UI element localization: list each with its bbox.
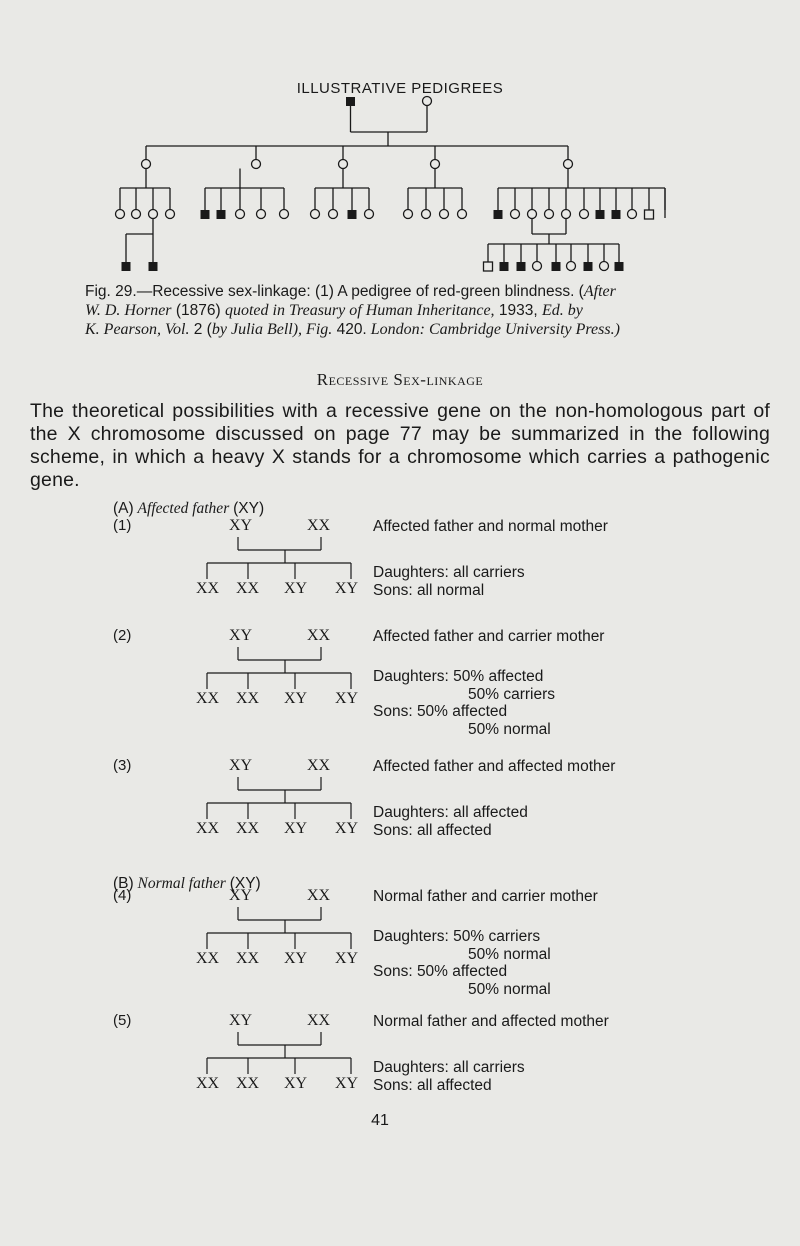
result-line: Daughters: 50% carriers [373, 928, 541, 945]
offspring-genotype: XY [335, 690, 359, 707]
cross-number: (1) [113, 517, 132, 534]
father-genotype: XY [229, 757, 253, 774]
result-line: Daughters: all affected [373, 804, 528, 821]
father-genotype: XY [229, 887, 253, 904]
cross-title: Affected father and carrier mother [373, 628, 605, 645]
result-line: Sons: 50% affected [373, 703, 508, 720]
mother-genotype: XX [307, 757, 331, 774]
offspring-genotype: XX [236, 950, 260, 967]
result-line: 50% carriers [468, 685, 555, 703]
mother-genotype: XX [307, 627, 331, 644]
offspring-genotype: XX [236, 1075, 260, 1092]
intro-paragraph: The theoretical possibilities with a recessive gene on the non-homologous part of the X chromosome discussed on page 77 may be summarized in the following scheme, in which a heavy X stands for a chromosome which carries a pathogenic gene. [30, 400, 770, 491]
father-genotype: XY [229, 627, 253, 644]
page-number: 41 [371, 1112, 389, 1129]
group-b-heading: (B) Normal father (XY) [113, 875, 261, 892]
result-line: Daughters: all carriers [373, 564, 525, 581]
mother-genotype: XX [307, 1012, 331, 1029]
result-line: Daughters: 50% affected [373, 668, 544, 685]
cross-title: Affected father and normal mother [373, 518, 608, 535]
offspring-genotype: XY [284, 690, 308, 707]
offspring-genotype: XY [284, 580, 308, 597]
result-line: Sons: 50% affected [373, 963, 508, 980]
father-genotype: XY [229, 1012, 253, 1029]
result-line: Sons: all normal [373, 581, 485, 599]
cross-number: (4) [113, 887, 132, 904]
offspring-genotype: XX [196, 950, 220, 967]
section-heading: Recessive Sex-linkage [316, 370, 484, 389]
offspring-genotype: XY [335, 1075, 359, 1092]
result-line: Sons: all affected [373, 1076, 492, 1094]
group-a-heading: (A) Affected father (XY) [113, 500, 265, 517]
cross-title: Normal father and affected mother [373, 1013, 609, 1030]
offspring-genotype: XY [284, 950, 308, 967]
cross-number: (3) [113, 757, 132, 774]
running-header: ILLUSTRATIVE PEDIGREES [296, 80, 504, 97]
offspring-genotype: XY [284, 1075, 308, 1092]
father-genotype: XY [229, 517, 253, 534]
offspring-genotype: XX [196, 820, 220, 837]
offspring-genotype: XY [335, 580, 359, 597]
offspring-genotype: XX [196, 1075, 220, 1092]
cross-title: Normal father and carrier mother [373, 888, 598, 905]
offspring-genotype: XX [236, 580, 260, 597]
mother-genotype: XX [307, 517, 331, 534]
mother-genotype: XX [307, 887, 331, 904]
offspring-genotype: XX [236, 820, 260, 837]
result-line: Daughters: all carriers [373, 1059, 525, 1076]
result-line: 50% normal [468, 720, 551, 738]
offspring-genotype: XY [335, 950, 359, 967]
offspring-genotype: XY [284, 820, 308, 837]
result-line: 50% normal [468, 945, 551, 963]
offspring-genotype: XY [335, 820, 359, 837]
result-line: Sons: all affected [373, 821, 492, 839]
figure-caption: Fig. 29.—Recessive sex-linkage: (1) A pedigree of red-green blindness. (After W. D. Horner (1876) quoted in Treasury of Human Inheritance, 1933, Ed. by K. Pearson, Vol. 2 (by Julia Bell), Fig. 420. London: Cambridge University Press.) [85, 283, 620, 338]
result-line: 50% normal [468, 980, 551, 998]
cross-number: (5) [113, 1012, 132, 1029]
offspring-genotype: XX [196, 690, 220, 707]
offspring-genotype: XX [196, 580, 220, 597]
cross-number: (2) [113, 627, 132, 644]
offspring-genotype: XX [236, 690, 260, 707]
cross-title: Affected father and affected mother [373, 758, 616, 775]
pedigree-chart [0, 95, 800, 280]
